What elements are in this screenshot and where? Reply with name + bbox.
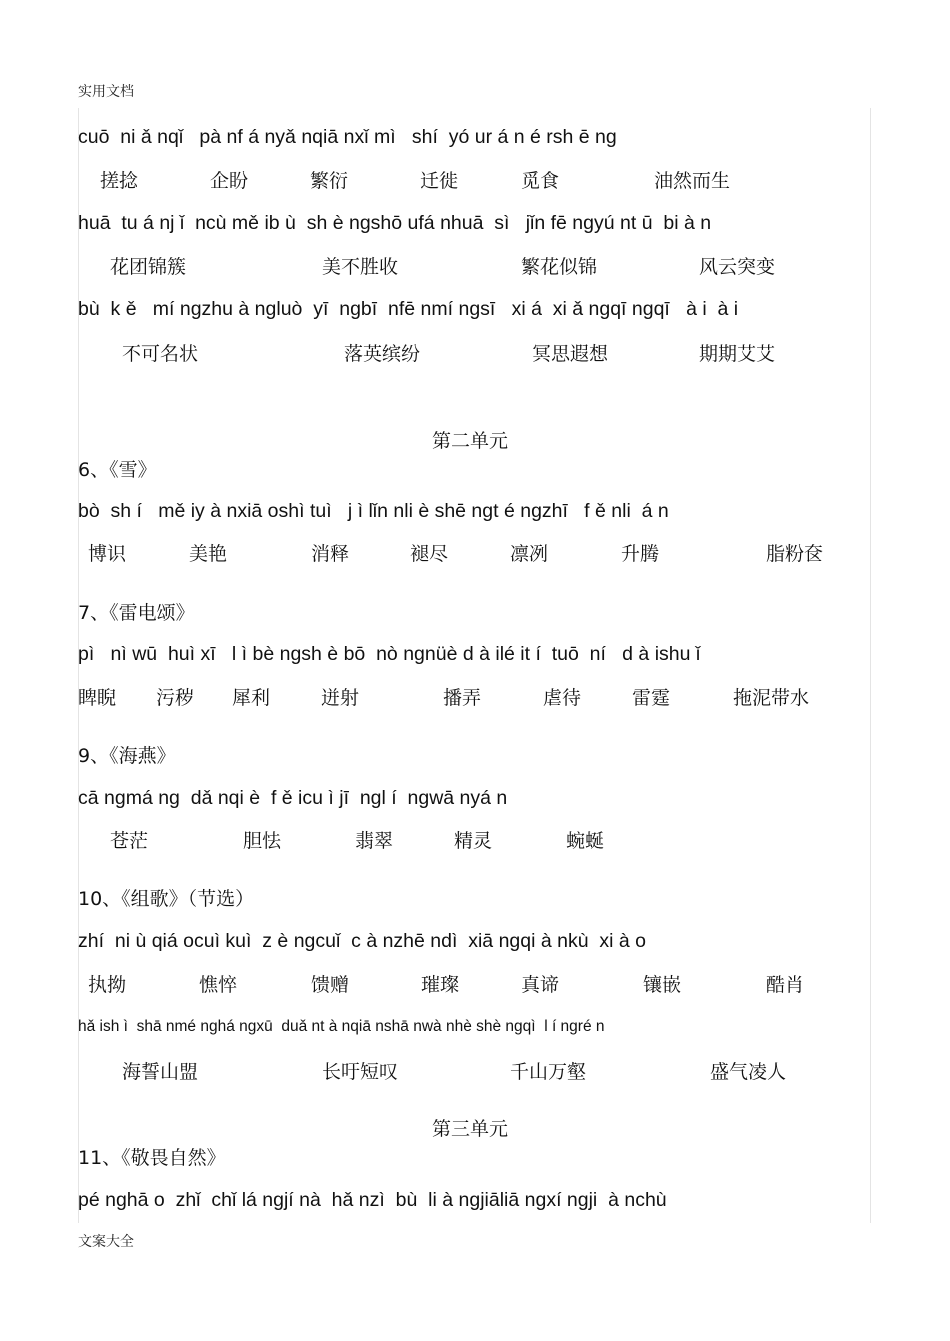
word: 美艳 bbox=[189, 543, 228, 565]
word: 璀璨 bbox=[421, 974, 460, 996]
word: 拖泥带水 bbox=[733, 687, 810, 709]
lesson-title: 7、《雷电颂》 bbox=[78, 602, 195, 624]
word: 风云突变 bbox=[699, 256, 776, 278]
word: 播弄 bbox=[443, 687, 482, 709]
word: 美不胜收 bbox=[322, 256, 399, 278]
pinyin-line: pé nghā o zhǐ chǐ lá ngjí nà hǎ nzì bù li à ngjiāliā ngxí ngji à nchù bbox=[78, 1189, 667, 1211]
page-footer: 文案大全 bbox=[78, 1234, 134, 1250]
word: 馈赠 bbox=[311, 974, 350, 996]
word: 升腾 bbox=[621, 543, 660, 565]
lesson-title: 10、《组歌》（节选） bbox=[78, 888, 255, 910]
word: 长吁短叹 bbox=[322, 1061, 399, 1083]
word: 胆怯 bbox=[243, 830, 282, 852]
word: 不可名状 bbox=[122, 343, 199, 365]
word: 虐待 bbox=[543, 687, 582, 709]
word: 翡翠 bbox=[355, 830, 394, 852]
word: 真谛 bbox=[521, 974, 560, 996]
unit-heading: 第三单元 bbox=[431, 1118, 508, 1140]
word: 花团锦簇 bbox=[110, 256, 187, 278]
word: 博识 bbox=[88, 543, 127, 565]
pinyin-line: cā ngmá ng dǎ nqi è f ě icu ì jī ngl í ngwā nyá n bbox=[78, 787, 508, 809]
word: 迸射 bbox=[321, 687, 360, 709]
word: 油然而生 bbox=[654, 170, 731, 192]
word: 睥睨 bbox=[78, 687, 117, 709]
pinyin-line: huā tu á nj ǐ ncù mě ib ù sh è ngshō ufá nhuā sì jǐn fē ngyú nt ū bi à n bbox=[78, 212, 712, 234]
word: 觅食 bbox=[521, 170, 560, 192]
pinyin-line: zhí ni ù qiá ocuì kuì z è ngcuǐ c à nzhē ndì xiā ngqi à nkù xi à o bbox=[78, 930, 647, 952]
lesson-title: 6、《雪》 bbox=[78, 459, 157, 481]
word: 褪尽 bbox=[410, 543, 449, 565]
pinyin-line: pì nì wū huì xī l ì bè ngsh è bō nò ngnüè d à ilé it í tuō ní d à ishu ǐ bbox=[78, 643, 701, 665]
word: 企盼 bbox=[210, 170, 249, 192]
word: 精灵 bbox=[454, 830, 493, 852]
word: 执拗 bbox=[88, 974, 127, 996]
word: 脂粉奁 bbox=[766, 543, 824, 565]
word: 迁徙 bbox=[420, 170, 459, 192]
pinyin-line: bù k ě mí ngzhu à ngluò yī ngbī nfē nmí ngsī xi á xi ǎ ngqī ngqī à i à i bbox=[78, 298, 739, 320]
word: 冥思遐想 bbox=[532, 343, 609, 365]
word: 期期艾艾 bbox=[699, 343, 776, 365]
word: 蜿蜒 bbox=[566, 830, 605, 852]
word: 搓捻 bbox=[100, 170, 139, 192]
word: 酷肖 bbox=[766, 974, 805, 996]
word: 繁花似锦 bbox=[521, 256, 598, 278]
lesson-title: 9、《海燕》 bbox=[78, 745, 176, 767]
pinyin-line: hǎ ish ì shā nmé nghá ngxū duǎ nt à nqiā nshā nwà nhè shè ngqì l í ngré n bbox=[78, 1018, 605, 1035]
right-margin-line bbox=[870, 108, 871, 1223]
lesson-title: 11、《敬畏自然》 bbox=[78, 1147, 226, 1169]
word: 千山万壑 bbox=[510, 1061, 587, 1083]
pinyin-line: bò sh í mě iy à nxiā oshì tuì j ì lǐn nli è shē ngt é ngzhī f ě nli á n bbox=[78, 500, 669, 522]
word: 雷霆 bbox=[632, 687, 671, 709]
word: 繁衍 bbox=[310, 170, 349, 192]
unit-heading: 第二单元 bbox=[431, 430, 508, 452]
word: 犀利 bbox=[232, 687, 271, 709]
word: 镶嵌 bbox=[643, 974, 682, 996]
word: 消释 bbox=[311, 543, 350, 565]
word: 凛冽 bbox=[510, 543, 549, 565]
pinyin-line: cuō ni ǎ nqǐ pà nf á nyǎ nqiā nxǐ mì shí yó ur á n é rsh ē ng bbox=[78, 126, 617, 148]
word: 苍茫 bbox=[110, 830, 149, 852]
word: 污秽 bbox=[156, 687, 195, 709]
word: 盛气凌人 bbox=[710, 1061, 787, 1083]
word: 海誓山盟 bbox=[122, 1061, 199, 1083]
page-header: 实用文档 bbox=[78, 84, 134, 100]
word: 落英缤纷 bbox=[344, 343, 421, 365]
word: 憔悴 bbox=[199, 974, 238, 996]
